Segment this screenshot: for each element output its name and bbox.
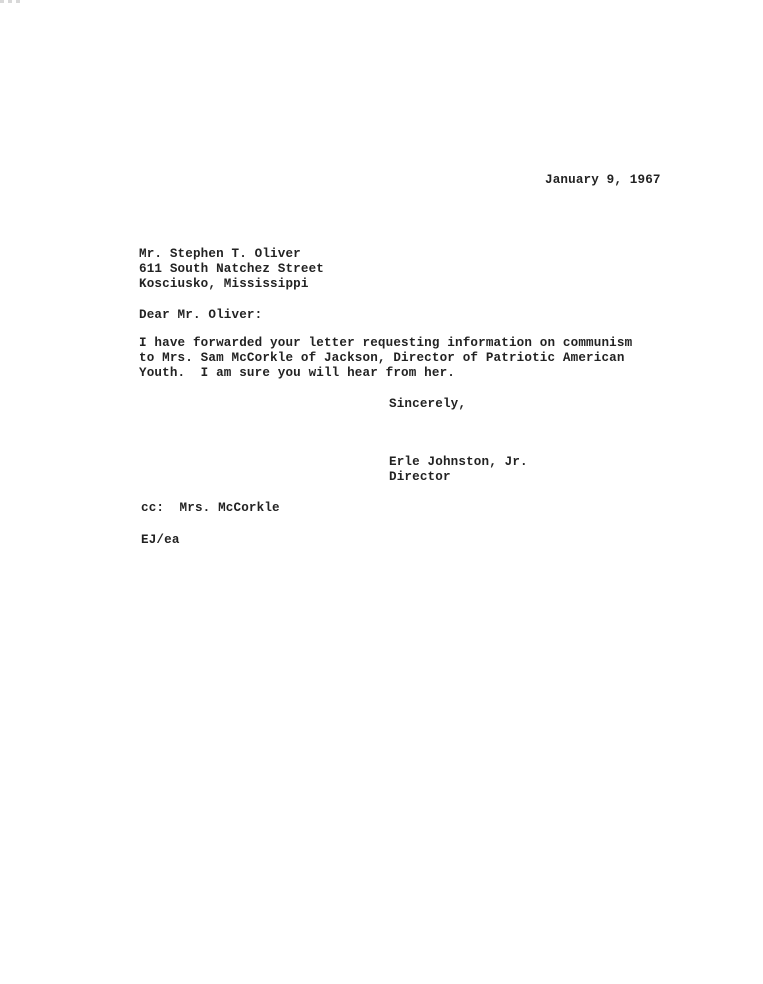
recipient-name: Mr. Stephen T. Oliver (139, 247, 301, 261)
body-line: Youth. I am sure you will hear from her. (139, 366, 456, 380)
closing: Sincerely, (389, 397, 467, 411)
letter-date: January 9, 1967 (545, 173, 661, 187)
salutation: Dear Mr. Oliver: (139, 308, 263, 322)
signer-name: Erle Johnston, Jr. (389, 455, 528, 469)
recipient-street: 611 South Natchez Street (139, 262, 324, 276)
typist-initials: EJ/ea (141, 533, 180, 547)
body-line: to Mrs. Sam McCorkle of Jackson, Director of Patriotic American (139, 351, 625, 365)
signer-title: Director (389, 470, 451, 484)
recipient-city: Kosciusko, Mississippi (139, 277, 309, 291)
scan-corner-mark (0, 0, 24, 3)
body-line: I have forwarded your letter requesting information on communism (139, 336, 633, 350)
cc-line: cc: Mrs. McCorkle (141, 501, 280, 515)
